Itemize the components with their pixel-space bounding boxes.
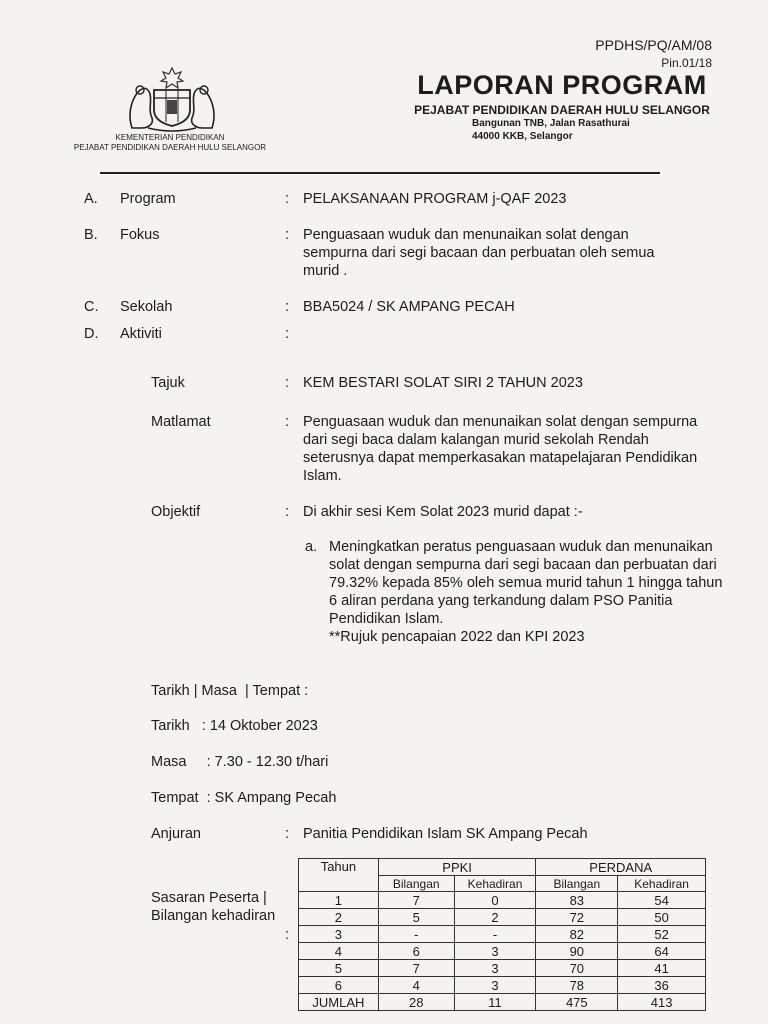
table-row: [299, 909, 706, 926]
report-header: [412, 70, 712, 143]
cell-ppki-kehadiran: 3: [454, 960, 536, 977]
attendance-table: [298, 858, 706, 1011]
section-d-letter: D.: [84, 326, 99, 342]
fokus-colon: :: [285, 227, 290, 243]
anjuran-label: Anjuran: [151, 826, 201, 842]
cell-perdana-bilangan: 82: [536, 926, 618, 943]
header-perdana-kehadiran: Kehadiran: [618, 876, 706, 892]
tempat-line: Tempat : SK Ampang Pecah: [151, 790, 337, 806]
table-row: [299, 977, 706, 994]
table-row: [299, 943, 706, 960]
tajuk-colon: :: [285, 375, 290, 391]
sasaran-colon: :: [285, 927, 290, 943]
report-title: LAPORAN PROGRAM: [417, 70, 707, 100]
sasaran-label: Sasaran Peserta | Bilangan kehadiran: [151, 890, 276, 924]
anjuran-value: Panitia Pendidikan Islam SK Ampang Pecah: [303, 826, 588, 842]
header-ppki: PPKI: [378, 859, 536, 876]
header-tahun: Tahun: [299, 859, 379, 892]
cell-ppki-kehadiran: 3: [454, 943, 536, 960]
cell-tahun: 1: [299, 892, 379, 909]
section-c-letter: C.: [84, 299, 99, 315]
sekolah-colon: :: [285, 299, 290, 315]
table-row: [299, 994, 706, 1011]
cell-perdana-bilangan: 78: [536, 977, 618, 994]
sekolah-value: BBA5024 / SK AMPANG PECAH: [303, 299, 515, 315]
objektif-item-a: [305, 538, 725, 646]
program-label: Program: [120, 191, 176, 207]
cell-tahun: 3: [299, 926, 379, 943]
table-row: [299, 926, 706, 943]
document-code: PPDHS/PQ/AM/08: [595, 37, 712, 53]
coat-of-arms-icon: [118, 66, 226, 134]
cell-ppki-bilangan: 5: [378, 909, 454, 926]
cell-perdana-bilangan: 475: [536, 994, 618, 1011]
sekolah-label: Sekolah: [120, 299, 173, 315]
cell-ppki-bilangan: 7: [378, 960, 454, 977]
cell-ppki-kehadiran: 2: [454, 909, 536, 926]
header-ppki-kehadiran: Kehadiran: [454, 876, 536, 892]
cell-perdana-kehadiran: 50: [618, 909, 706, 926]
fokus-label: Fokus: [120, 227, 160, 243]
cell-tahun: 6: [299, 977, 379, 994]
cell-tahun: 2: [299, 909, 379, 926]
aktiviti-label: Aktiviti: [120, 326, 162, 342]
cell-ppki-bilangan: 4: [378, 977, 454, 994]
masa-line: Masa : 7.30 - 12.30 t/hari: [151, 754, 329, 770]
program-value: PELAKSANAAN PROGRAM j-QAF 2023: [303, 191, 567, 207]
aktiviti-colon: :: [285, 326, 290, 342]
tajuk-value: KEM BESTARI SOLAT SIRI 2 TAHUN 2023: [303, 375, 583, 391]
pin-number: Pin.01/18: [661, 56, 712, 70]
cell-perdana-kehadiran: 413: [618, 994, 706, 1011]
header-perdana: PERDANA: [536, 859, 706, 876]
office-address-line-2: 44000 KKB, Selangor: [472, 131, 573, 142]
cell-ppki-kehadiran: 3: [454, 977, 536, 994]
cell-perdana-bilangan: 90: [536, 943, 618, 960]
anjuran-colon: :: [285, 826, 290, 842]
objektif-label: Objektif: [151, 504, 201, 520]
cell-ppki-kehadiran: 11: [454, 994, 536, 1011]
program-colon: :: [285, 191, 290, 207]
cell-tahun: 4: [299, 943, 379, 960]
cell-ppki-bilangan: -: [378, 926, 454, 943]
tarikh-line: Tarikh : 14 Oktober 2023: [151, 718, 318, 734]
attendance-table-body: [299, 892, 706, 1011]
cell-ppki-kehadiran: 0: [454, 892, 536, 909]
cell-perdana-kehadiran: 64: [618, 943, 706, 960]
tajuk-label: Tajuk: [151, 375, 185, 391]
table-row: [299, 892, 706, 909]
objektif-colon: :: [285, 504, 290, 520]
cell-ppki-bilangan: 28: [378, 994, 454, 1011]
cell-ppki-kehadiran: -: [454, 926, 536, 943]
cell-tahun: 5: [299, 960, 379, 977]
header-divider: [100, 172, 660, 174]
section-b-letter: B.: [84, 227, 98, 243]
objektif-item-marker: a.: [305, 539, 318, 555]
cell-perdana-bilangan: 70: [536, 960, 618, 977]
matlamat-label: Matlamat: [151, 414, 211, 430]
objektif-item-text: Meningkatkan peratus penguasaan wuduk dan menunaikan solat dengan sempurna dari segi bacaan dan perbuatan dari 79.32% kepada 85% oleh semua murid tahun 1 hingga tahun 6 aliran perdana yang terkandung dalam PSO Panitia Pendidikan Islam.: [329, 539, 723, 627]
cell-tahun: JUMLAH: [299, 994, 379, 1011]
objektif-note: **Rujuk pencapaian 2022 dan KPI 2023: [329, 629, 585, 645]
objektif-value: Di akhir sesi Kem Solat 2023 murid dapat :-: [303, 504, 583, 520]
crest-caption: [70, 133, 270, 153]
cell-ppki-bilangan: 7: [378, 892, 454, 909]
matlamat-colon: :: [285, 414, 290, 430]
cell-perdana-kehadiran: 54: [618, 892, 706, 909]
office-name: PEJABAT PENDIDIKAN DAERAH HULU SELANGOR: [414, 103, 710, 117]
header-ppki-bilangan: Bilangan: [378, 876, 454, 892]
district-office-name: PEJABAT PENDIDIKAN DAERAH HULU SELANGOR: [73, 143, 267, 152]
matlamat-value: Penguasaan wuduk dan menunaikan solat dengan sempurna dari segi baca dalam kalangan murid sekolah Rendah seterusnya dapat memperkasakan matapelajaran Pendidikan Islam.: [303, 414, 698, 484]
ministry-name: KEMENTERIAN PENDIDIKAN: [115, 133, 225, 142]
document-code-block: [595, 36, 712, 72]
cell-perdana-kehadiran: 36: [618, 977, 706, 994]
tarikh-masa-tempat-heading: Tarikh | Masa | Tempat :: [151, 683, 309, 699]
cell-perdana-kehadiran: 41: [618, 960, 706, 977]
cell-perdana-kehadiran: 52: [618, 926, 706, 943]
fokus-value: Penguasaan wuduk dan menunaikan solat dengan sempurna dari segi bacaan dan perbuatan oleh semua murid .: [303, 227, 655, 279]
cell-perdana-bilangan: 72: [536, 909, 618, 926]
table-row: [299, 960, 706, 977]
cell-ppki-bilangan: 6: [378, 943, 454, 960]
cell-perdana-bilangan: 83: [536, 892, 618, 909]
header-perdana-bilangan: Bilangan: [536, 876, 618, 892]
office-address-line-1: Bangunan TNB, Jalan Rasathurai: [472, 118, 630, 129]
section-a-letter: A.: [84, 191, 98, 207]
